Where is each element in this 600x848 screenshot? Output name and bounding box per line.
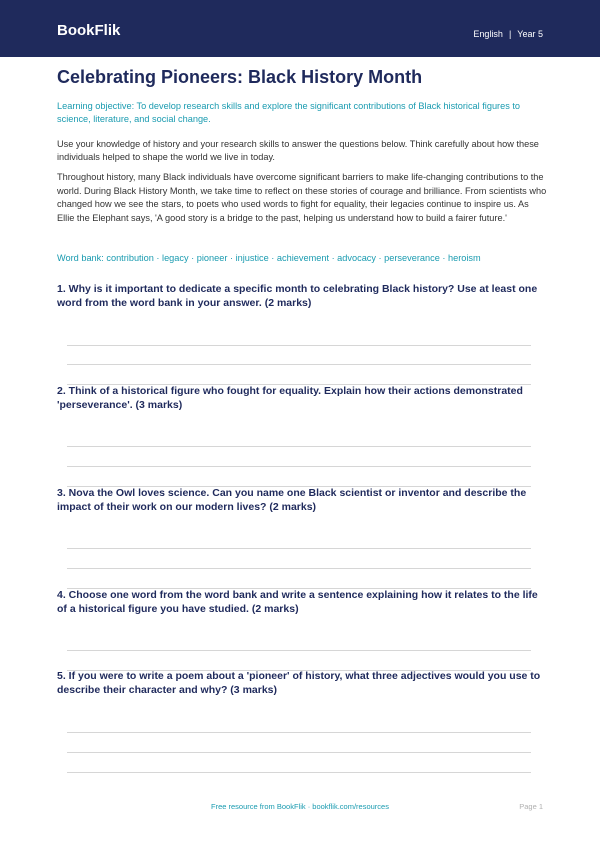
brand-logo: BookFlik xyxy=(57,22,121,39)
answer-line[interactable] xyxy=(67,345,531,346)
header-separator: | xyxy=(508,29,512,39)
answer-line[interactable] xyxy=(67,752,531,753)
learning-objective: Learning objective: To develop research skills and explore the significant contributions of Black historical figures to science, literature, and social change. xyxy=(57,101,521,124)
answer-line[interactable] xyxy=(67,568,531,569)
word-bank: Word bank: contribution · legacy · pioneer · injustice · achievement · advocacy · perseverance · heroism xyxy=(57,253,481,263)
question-1: 1. Why is it important to dedicate a specific month to celebrating Black history? Use at least one word from the word bank in your answer. (2 marks) xyxy=(57,283,538,309)
question-4: 4. Choose one word from the word bank and write a sentence explaining how it relates to the life of a historical figure you have studied. (2 marks) xyxy=(57,589,538,615)
answer-line[interactable] xyxy=(67,650,531,651)
answer-line[interactable] xyxy=(67,548,531,549)
answer-line[interactable] xyxy=(67,466,531,467)
year-label: Year 5 xyxy=(517,29,543,39)
subject-label: English xyxy=(473,29,503,39)
instructions: Use your knowledge of history and your research skills to answer the questions below. Think carefully about how these individuals helped to shape the world we live in today. xyxy=(57,139,539,162)
page-header xyxy=(0,0,600,57)
answer-line[interactable] xyxy=(67,364,531,365)
header-meta xyxy=(473,28,543,40)
footer-credit: Free resource from BookFlik · bookflik.com/resources xyxy=(211,802,389,811)
answer-line[interactable] xyxy=(67,772,531,773)
context-paragraph: Throughout history, many Black individuals have overcome significant barriers to make life-changing contributions to the world. During Black History Month, we take time to reflect on these stories of courage and brilliance. From scientists who changed how we see the stars, to poets who used words to fight for equality, their legacies continue to inspire us. As Ellie the Elephant says, 'A good story is a bridge to the past, helping us understand how to build a fairer future.' xyxy=(57,172,547,223)
question-2: 2. Think of a historical figure who fought for equality. Explain how their actions demonstrated 'perseverance'. (3 marks) xyxy=(57,385,523,411)
answer-line[interactable] xyxy=(67,446,531,447)
answer-line[interactable] xyxy=(67,732,531,733)
worksheet-title: Celebrating Pioneers: Black History Month xyxy=(57,67,423,87)
page-number: Page 1 xyxy=(519,802,543,811)
question-5: 5. If you were to write a poem about a 'pioneer' of history, what three adjectives would you use to describe their character and why? (3 marks) xyxy=(57,670,541,696)
question-3: 3. Nova the Owl loves science. Can you name one Black scientist or inventor and describe the impact of their work on our modern lives? (2 marks) xyxy=(57,487,527,513)
